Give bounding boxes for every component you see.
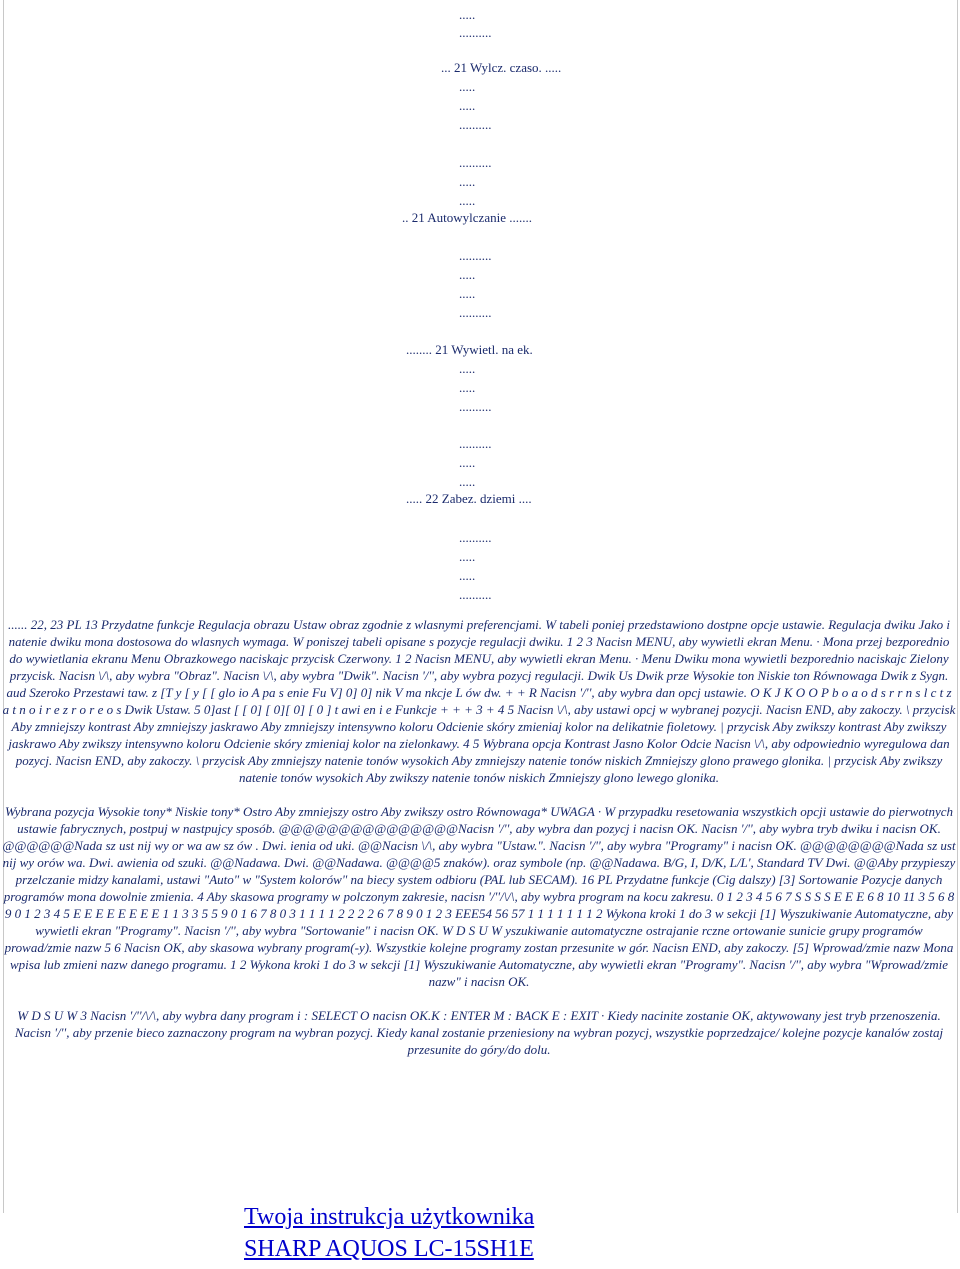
- toc-line: .....: [459, 286, 476, 301]
- toc-line: .....: [459, 7, 476, 22]
- toc-line: .....: [459, 98, 476, 113]
- toc-line: ..........: [459, 436, 492, 451]
- toc-line: ..........: [459, 117, 492, 132]
- toc-line: ..........: [459, 587, 492, 602]
- body-paragraph: ...... 22, 23 PL 13 Przydatne funkcje Regulacja obrazu Ustaw obraz zgodnie z wlasnymi preferencjami. W tabeli poniej przedstawiono dostpne opcje ustawie. Regulacja dwiku Jako i natenie dwiku mona dostosowa do wlasnych wymaga. W poniszej tabeli opisane s pozycje regulacji dwiku. 1 2 3 Nacisn MENU, aby wywietli ekran Menu. · Mona przej bezporednio do wywietlania ekranu Menu Obrazkowego naciskajc przycisk Czerwony. 1 2 Nacisn MENU, aby wywietli ekran Menu. · Menu Dwiku mona wywietli bezporednio naciskajc Zielony przycisk. Nacisn \/\, aby wybra "Obraz". Nacisn \/\, aby wybra "Dwik". Nacisn '/'', aby wybra pozycj regulacji. Dwik Us Dwik prze Wysokie ton Niskie ton Równowaga Dwik z Sygn. aud Szeroko Przestawi taw. z [T y [ y [ [ glo io A pa s enie Fu V] 0] 0] nik V ma nkcje L ów dw. + + R Nacisn '/'', aby wybra dan opcj ustawie. O K J K O O P b o a o d s r r n s l c t z a t n o i r e z r o r e o s Dwik Ustaw. 5 0]ast [ [ 0] [ 0][ 0] [ 0 ] t awi en i e Funkcje + + + 3 + 4 5 Nacisn \/\, aby ustawi opcj w wybranej pozycji. Nacisn END, aby zakoczy. \ przycisk Aby zmniejszy kontrast Aby zmniejszy jaskrawo Aby zmniejszy intensywno koloru Odcienie skóry zmieniaj kolor na delikatnie fioletowy. | przycisk Aby zwikszy kontrast Aby zwikszy jaskrawo Aby zwikszy intensywno koloru Odcienie skóry zmieniaj kolor na zielonkawy. 4 5 Wybrana opcja Kontrast Jasno Kolor Odcie Nacisn \/\, aby odpowiednio wyregulowa dan pozycj. Nacisn END, aby zakoczy. \ przycisk Aby zmniejszy natenie tonów wysokich Aby zmniejszy natenie tonów niskich Zmniejszy glono prawego glonika. | przycisk Aby zwikszy natenie tonów wysokich Aby zwikszy natenie tonów niskich Zmniejszy glono lewego glonika.: [2, 617, 956, 785]
- toc-line: .....: [459, 474, 476, 489]
- toc-line: .....: [459, 361, 476, 376]
- toc-line: ..........: [459, 155, 492, 170]
- toc-entry: .. 21 Autowylczanie .......: [402, 210, 532, 225]
- toc-line: .....: [459, 380, 476, 395]
- manual-body-text: [0, 616, 958, 1058]
- toc-line: ..........: [459, 305, 492, 320]
- toc-line: .....: [459, 79, 476, 94]
- toc-line: .....: [459, 568, 476, 583]
- toc-line: ..........: [459, 399, 492, 414]
- toc-entry: ... 21 Wylcz. czaso. .....: [441, 60, 562, 75]
- body-paragraph: W D S U W 3 Nacisn '/''/\/\, aby wybra dany program i : SELECT O nacisn OK.K : ENTER M : BACK E : EXIT · Kiedy nacinite zostanie OK, aktywowany jest tryb przenoszenia. Nacisn '/'', aby przenie bieco zaznaczony program na wybran pozycj. Kiedy kanal zostanie przeniesiony na wybran pozycj, wszystkie poprzedzajce/ kolejne pozycje kanalów zostaj przesunite do góry/do dolu.: [14, 1008, 944, 1057]
- toc-line: ..........: [459, 25, 492, 40]
- toc-entry: ........ 21 Wywietl. na ek.: [406, 342, 533, 357]
- body-paragraph: Wybrana pozycja Wysokie tony* Niskie tony* Ostro Aby zmniejszy ostro Aby zwikszy ostro Równowaga* UWAGA · W przypadku resetowania wszystkich opcji ustawie do pierwotnych ustawie fabrycznych, postpuj w nastpujcy sposób. @@@@@@@@@@@@@@@Nacisn '/'', aby wybra dan pozycj i nacisn OK. Nacisn '/'', aby wybra tryb dwiku i nacisn OK. @@@@@@Nada sz ust nij wy or wa aw sz ów . Dwi. ienia od uki. @@Nacisn \/\, aby wybra "Ustaw.". Nacisn '/'', aby wybra "Programy" i nacisn OK. @@@@@@@@Nada sz ust nij wy orów wa. Dwi. awienia od szuki. @@Nadawa. Dwi. @@Nadawa. @@@@5 znaków). oraz symbole (np. @@Nadawa. B/G, I, D/K, L/L', Standard TV Dwi. @@Aby przypieszy przelczanie midzy kanalami, ustawi "Auto" w "System kolorów" na biecy system odbioru (PAL lub SECAM). 16 PL Przydatne funkcje (Cig dalszy) [3] Sortowanie Pozycje danych programów mona dowolnie zmienia. 4 Aby skasowa programy w polczonym zakresie, nacisn '/''/\/\, aby wybra program na kocu zakresu. 0 1 2 3 4 5 6 7 S S S S E E E 6 8 10 11 3 5 6 8 9 0 1 2 3 4 5 E E E E E E E E 1 1 3 3 5 5 9 0 1 6 7 8 0 3 1 1 1 1 2 2 2 2 6 7 8 9 0 1 2 3 EEE54 56 57 1 1 1 1 1 1 1 2 Wykona kroki 1 do 3 w sekcji [1] Wyszukiwanie Automatyczne, aby wywietli ekran "Programy". Nacisn '/'', aby wybra "Sortowanie" i nacisn OK. W D S U W yszukiwanie automatyczne ostrajanie rczne ortowanie sunicie grupy programów prowad/zmie nazw 5 6 Nacisn OK, aby skasowa wybrany program(-y). Wszystkie kolejne programy zostan przesunite w gór. Nacisn END, aby zakoczy. [5] Wprowad/zmie nazw Mona wpisa lub zmieni nazw danego programu. 1 2 Wykona kroki 1 do 3 w sekcji [1] Wyszukiwanie Automatyczne, aby wywietli ekran "Programy". Nacisn '/'', aby wybra "Wprowad/zmie nazw" i nacisn OK.: [2, 804, 956, 989]
- toc-line: .....: [459, 193, 476, 208]
- toc-line: .....: [459, 549, 476, 564]
- user-manual-link[interactable]: Twoja instrukcja użytkownika: [244, 1204, 535, 1230]
- product-model-link[interactable]: SHARP AQUOS LC-15SH1E: [244, 1236, 534, 1262]
- toc-line: .....: [459, 267, 476, 282]
- toc-entry: ..... 22 Zabez. dziemi ....: [406, 491, 532, 506]
- toc-line: ..........: [459, 530, 492, 545]
- toc-line: .....: [459, 455, 476, 470]
- toc-line: .....: [459, 174, 476, 189]
- toc-line: ..........: [459, 248, 492, 263]
